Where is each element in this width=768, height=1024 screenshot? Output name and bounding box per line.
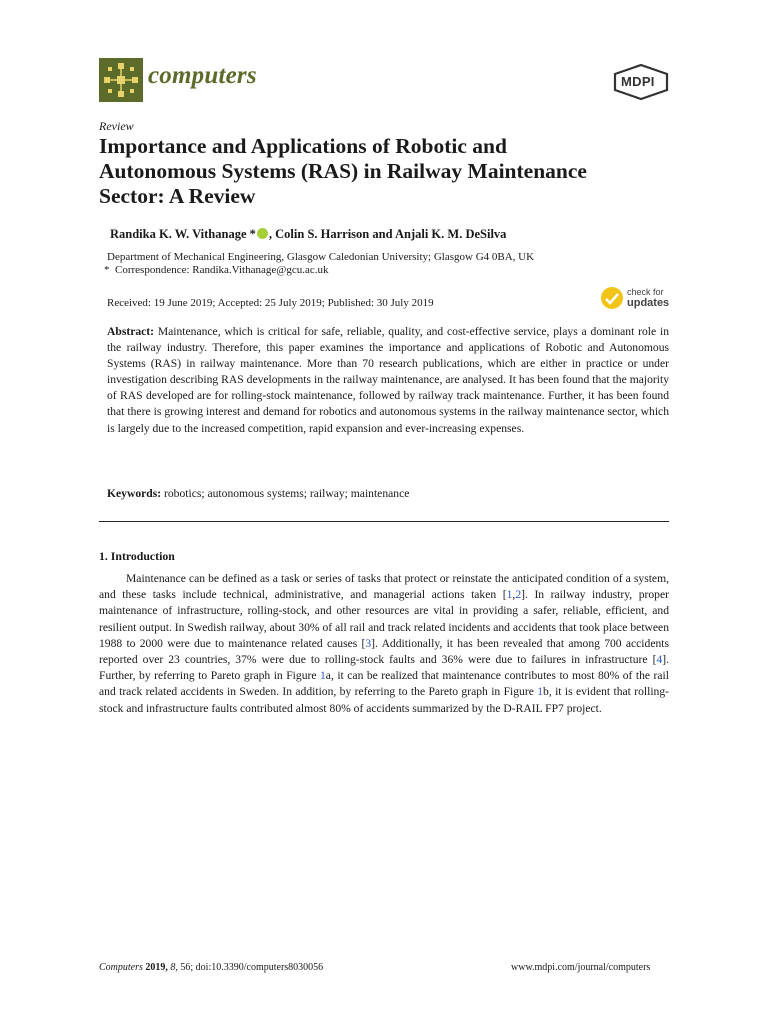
correspondence-email[interactable]: Correspondence: Randika.Vithanage@gcu.ac.uk [115,264,329,276]
citation-link[interactable]: 4 [656,653,663,667]
footer-citation [99,962,323,973]
paragraph-text: ]. Further, by referring to Pareto graph in Figure [99,653,669,683]
abstract [107,324,669,437]
paragraph-text: a, it can be realized that maintenance contributes to most 80% of the rail and track related accidents in Sweden. In addition, by referring to the Pareto graph in Figure [99,669,670,699]
other-authors: , Colin S. Harrison and Anjali K. M. DeSilva [268,227,507,241]
citation-link[interactable]: 2 [515,588,522,602]
title-line: Autonomous Systems (RAS) in Railway Maintenance [99,159,587,183]
paragraph-text: ]. Additionally, it has been revealed that among 700 accidents reported over 23 countries, 37% were due to rolling-stock faults and 36% were due to failures in infrastructure [ [99,636,670,667]
keywords-label: Keywords: [107,487,162,500]
journal-logo [99,58,143,102]
article-type: Review [99,119,134,133]
keywords-text: robotics; autonomous systems; railway; maintenance [161,487,410,500]
first-author: Randika K. W. Vithanage * [110,227,256,241]
footer-doi: , 56; doi:10.3390/computers8030056 [175,962,324,973]
paragraph-text: b, it is evident that rolling-stock and infrastructure faults contributed almost 80% of accidents summarized by the D-RAIL FP7 project. [99,685,669,715]
journal-name: computers [148,62,257,89]
section-heading: 1. Introduction [99,549,175,563]
citation-link[interactable]: 1 [506,588,513,602]
author-list [110,227,506,242]
introduction-paragraph [99,571,669,717]
publication-dates: Received: 19 June 2019; Accepted: 25 July 2019; Published: 30 July 2019 [107,297,434,309]
section-divider [99,521,669,522]
abstract-label: Abstract: [107,325,155,338]
check-updates-line1: check for [627,287,664,297]
abstract-text: Maintenance, which is critical for safe, reliable, quality, and cost-effective service, plays a dominant role in the railway industry. Therefore, this paper examines the importance and applications of Robotic and Autonomous Systems (RAS) in railway maintenance. More than 70 research publications, which are either in practice or under investigation describing RAS developments in the railway maintenance, are analysed. It has been found that the majority of RAS developed are for rolling-stock maintenance, followed by railway track maintenance. Further, it has been found that there is growing interest and demand for robotics and autonomous systems in the railway maintenance sector, which is largely due to the increased competition, rapid expansion and ever-increasing expenses. [107,325,669,435]
figure-link[interactable]: 1 [537,685,544,699]
title-line: Importance and Applications of Robotic and [99,134,507,158]
citation-link[interactable]: 3 [365,636,372,650]
title-line: Sector: A Review [99,184,256,208]
figure-link[interactable]: 1 [320,669,326,683]
paragraph-text: Maintenance can be defined as a task or series of tasks that protect or reinstate the anticipated condition of a system, and these tasks include technical, administrative, and managerial actions taken [ [99,572,669,602]
footer-journal: Computers [99,962,143,973]
footer-year: 2019, [142,962,171,973]
department: Department of Mechanical Engineering, Glasgow Caledonian University; Glasgow G4 0BA, UK [107,251,535,263]
correspondence-marker: * [104,264,110,276]
paragraph-text: , [512,588,516,602]
mdpi-logo[interactable] [612,64,670,100]
check-updates-icon [600,286,624,310]
check-for-updates-badge[interactable] [600,285,670,313]
paragraph-text: ]. In railway industry, proper maintenance of infrastructure, rolling-stock, and other resources are vital in providing a safer, reliable, efficient, and resilient output. In Swedish railway, about 30% of all rail and track related incidents and accidents that took place between 1988 to 2000 were due to maintenance related causes [ [99,588,669,650]
footer-volume: 8 [170,962,176,973]
article-title [99,134,679,209]
mdpi-logo-text: MDPI [621,74,655,89]
network-icon [99,58,143,102]
keywords [107,487,409,500]
footer-url[interactable]: www.mdpi.com/journal/computers [511,962,651,973]
check-updates-line2: updates [627,297,670,309]
affiliation-block [104,251,535,277]
orcid-icon[interactable] [257,228,268,239]
